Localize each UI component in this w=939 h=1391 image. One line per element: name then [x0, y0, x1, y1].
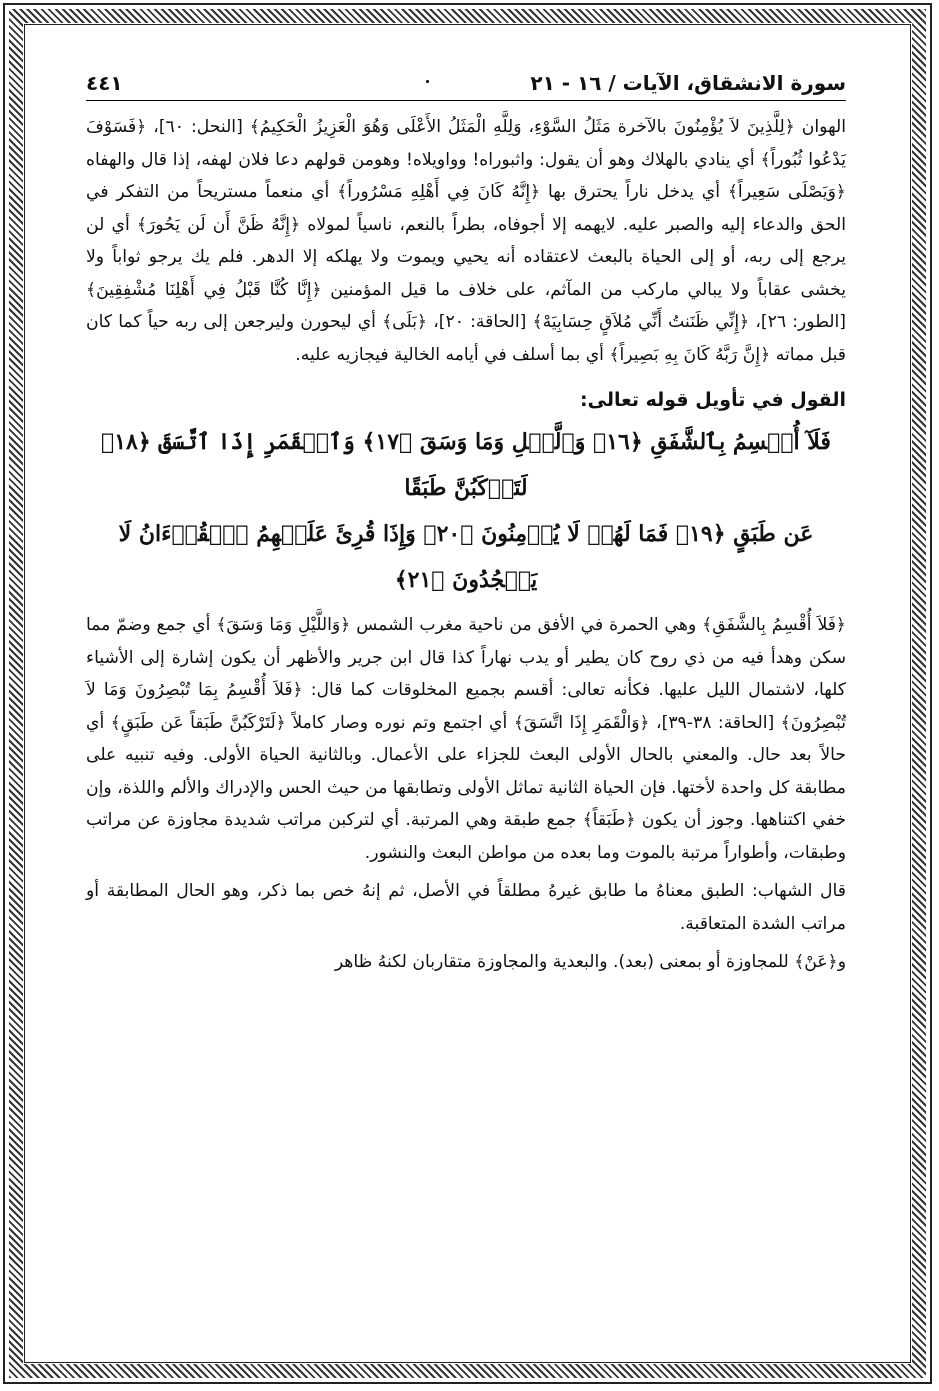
book-page: [86, 66, 846, 1316]
section-heading: القول في تأويل قوله تعالى:: [580, 389, 846, 411]
page-number: ٤٤١: [86, 71, 123, 95]
header-title: سورة الانشقاق، الآيات / ١٦ - ٢١: [530, 71, 846, 95]
quran-verses-block: [86, 419, 846, 603]
paragraph: قال الشهاب: الطبق معناهُ ما طابق غيرهُ مطلقاً في الأصل، ثم إنهُ خص بما ذكر، وهو الحال المطابقة أو مراتب الشدة المتعاقبة.: [86, 881, 846, 934]
paragraph: ﴿فَلاَ أُقْسِمُ بِالشَّفَقِ﴾ وهي الحمرة في الأفق من ناحية مغرب الشمس ﴿وَاللَّيْلِ وَمَا وَسَقَ﴾ أي جمع وضمّ مما سكن وهدأ فيه من ذي روح كان يطير أو يدب نهاراً كذا قال ابن جرير والأظهر أن يكون إشارة إلى الأشياء كلها، لاشتمال الليل عليها. فكأنه تعالى: أقسم بجميع المخلوقات كما قال: ﴿فَلاَ أُقْسِمُ بِمَا تُبْصِرُونَ وَمَا لاَ تُبْصِرُونَ﴾ [الحاقة: ٣٨-٣٩]، ﴿وَالْقَمَرِ إِذَا اتَّسَقَ﴾ أي اجتمع وتم نوره وصار كاملاً ﴿لَتَرْكَبُنَّ طَبَقاً عَن طَبَقٍ﴾ أي حالاً بعد حال. والمعني بالحال الأولى البعث للجزاء على الأعمال. وبالثانية الحياة الأولى. وفيه تنبيه على مطابقة كل واحدة لأختها. فإن الحياة الثانية تماثل الأولى وتطابقها من حيث الحس والإدراك والألم واللذة، وإن خفي اكتناهها. وجوز أن يكون ﴿طَبَقاً﴾ جمع طبقة وهي المرتبة. أي لتركبن مراتب شديدة مجاوزة عن مراتب وطبقات، وأطواراً مرتبة بالموت وما بعده من مواطن البعث والنشور.: [86, 615, 846, 863]
verse-line: فَلَآ أُقۡسِمُ بِٱلشَّفَقِ ﴿١٦﴾ وَٱلَّيۡلِ وَمَا وَسَقَ ﴿١٧﴾ وَٱلۡقَمَرِ إِذَا ٱتَّسَقَ ﴿١٨﴾ لَتَرۡكَبُنَّ طَبَقًا: [101, 429, 831, 501]
header-dot: [426, 80, 429, 83]
running-header: [86, 66, 846, 101]
page-body: [86, 111, 846, 979]
paragraph: و﴿عَنْ﴾ للمجاوزة أو بمعنى (بعد). والبعدية والمجاوزة متقاربان لكنهُ ظاهر: [334, 952, 846, 972]
verse-line: عَن طَبَقٍ ﴿١٩﴾ فَمَا لَهُمۡ لَا يُؤۡمِنُونَ ﴿٢٠﴾ وَإِذَا قُرِئَ عَلَيۡهِمُ ٱلۡقُرۡءَانُ لَا يَسۡجُدُونَ ﴿٢١﴾: [118, 521, 814, 593]
paragraph: الهوان ﴿لِلَّذِينَ لاَ يُؤْمِنُونَ بالآخرة مَثَلُ السَّوْءِ، وَلِلَّهِ الْمَثَلُ الأَعْلَى وَهُوَ الْعَزِيزُ الْحَكِيمُ﴾ [النحل: ٦٠]، ﴿فَسَوْفَ يَدْعُوا ثُبُوراً﴾ أي ينادي بالهلاك وهو أن يقول: واثبوراه! وواويلاه! وهومن قولهم دعا فلان لهفه، إذا قال والهفاه ﴿وَيَصْلَى سَعِيراً﴾ أي يدخل ناراً يحترق بها ﴿إِنَّهُ كَانَ فِي أَهْلِهِ مَسْرُوراً﴾ أي منعماً مستريحاً من التفكر في الحق والدعاء إليه والصبر عليه. لايهمه إلا أجوفاه، بطراً بالنعم، ناسياً لمولاه ﴿إِنَّهُ ظَنَّ أَن لَن يَحُورَ﴾ أي لن يرجع إلى ربه، أو إلى الحياة بالبعث لاعتقاده أنه يحيي ويموت ولا يهلكه إلا الدهر. فلم يك يرجو ثواباً ولا يخشى عقاباً ولا يبالي ماركب من المآثم، على خلاف ما قيل المؤمنين ﴿إِنَّا كُنَّا قَبْلُ فِي أَهْلِنَا مُشْفِقِينَ﴾ [الطور: ٢٦]، ﴿إِنِّي ظَنَنتُ أَنِّي مُلاَقٍ حِسَابِيَهْ﴾ [الحاقة: ٢٠]، ﴿بَلَى﴾ أي ليحورن وليرجعن إلى ربه حياً كما كان قبل مماته ﴿إِنَّ رَبَّهُ كَانَ بِهِ بَصِيراً﴾ أي بما أسلف في أيامه الخالية فيجازيه عليه.: [86, 117, 847, 365]
